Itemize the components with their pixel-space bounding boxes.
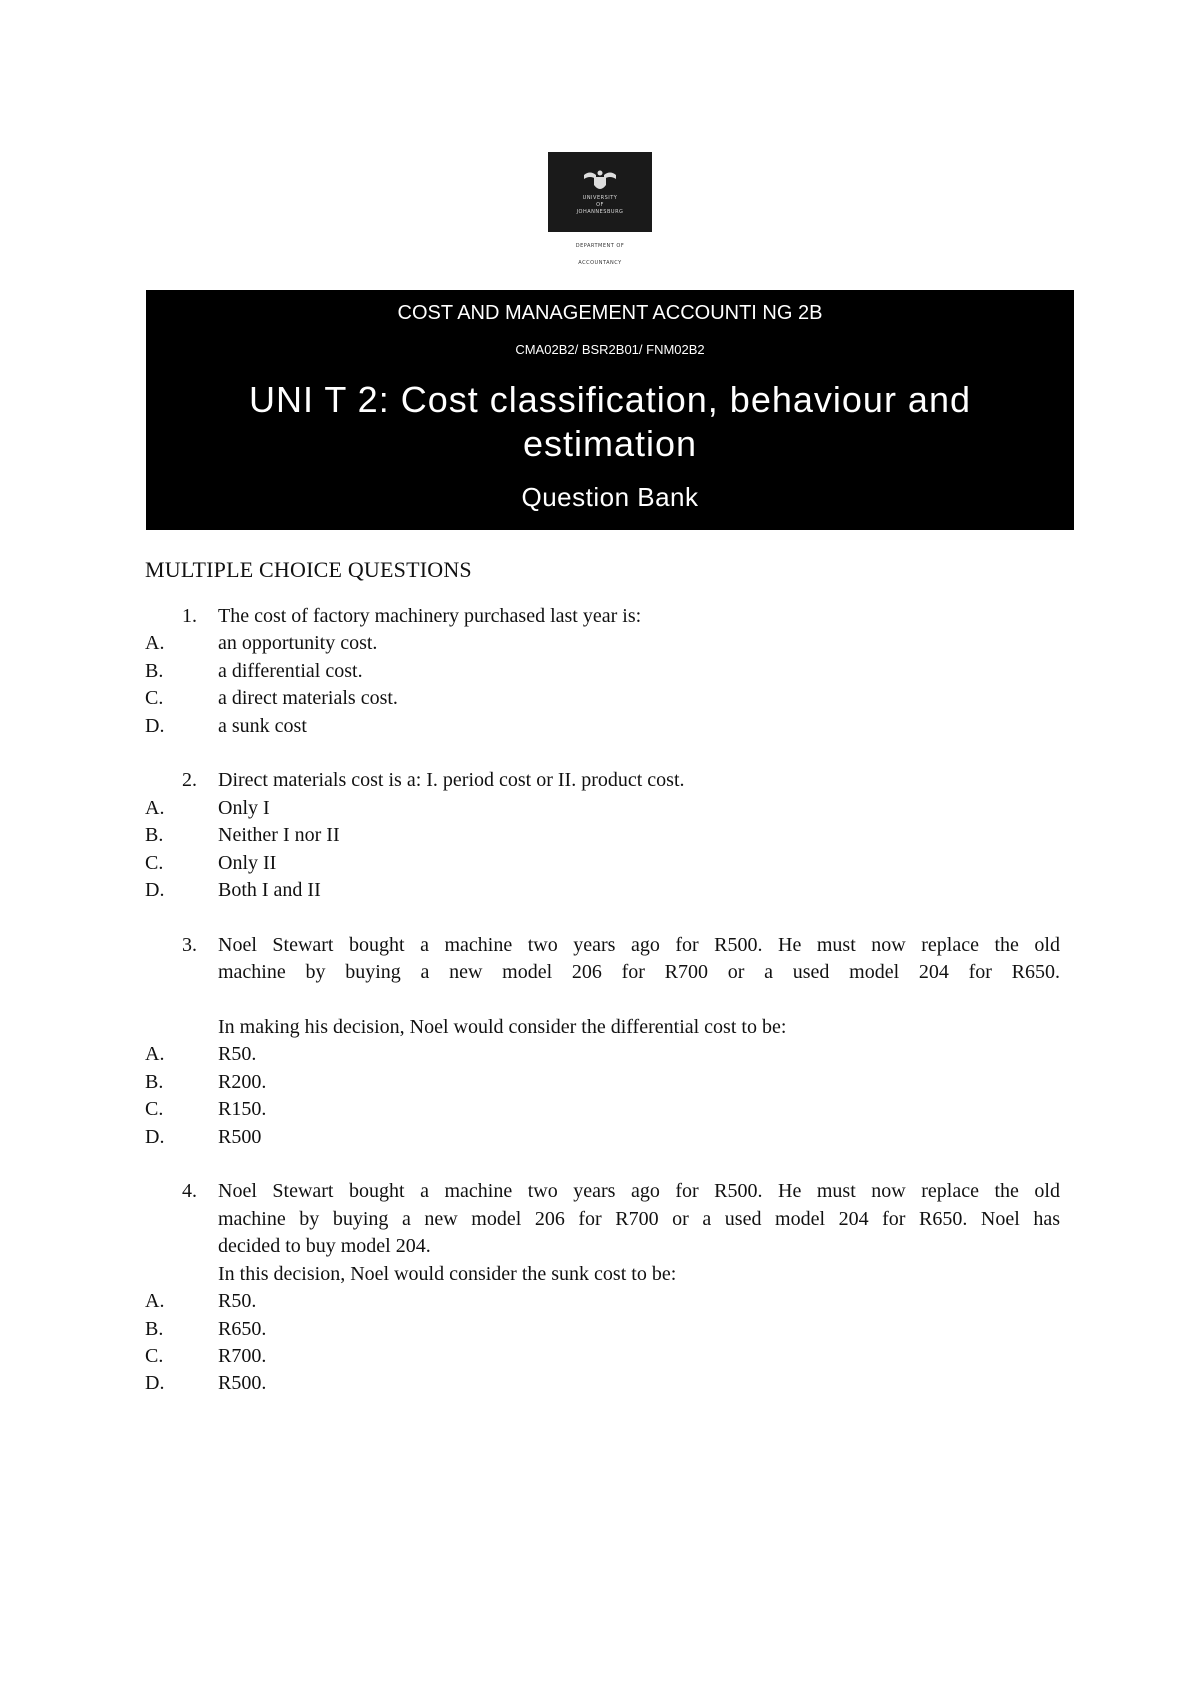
question-4-prompt	[145, 1261, 1060, 1288]
department-line-2: ACCOUNTANCY	[578, 260, 622, 266]
question-4-option-b	[145, 1316, 1060, 1343]
spacer	[145, 1151, 1060, 1178]
option-letter: B.	[145, 1070, 164, 1093]
question-4-option-a	[145, 1288, 1060, 1315]
option-letter: D.	[145, 1125, 165, 1148]
option-letter: B.	[145, 824, 164, 847]
question-number: 3.	[182, 933, 197, 956]
document-subtitle: Question Bank	[521, 482, 699, 512]
question-text-line-3: In making his decision, Noel would consider the differential cost to be:	[218, 1016, 787, 1039]
indent	[145, 1233, 218, 1260]
option-text: R50.	[218, 1043, 257, 1066]
option-letter: A.	[145, 1043, 165, 1066]
question-3-prompt	[145, 1014, 1060, 1041]
question-1-option-b	[145, 658, 1060, 685]
option-letter: A.	[145, 796, 165, 819]
university-logo	[545, 152, 655, 266]
question-2-option-d	[145, 877, 1060, 904]
question-2-stem	[145, 767, 1060, 794]
title-banner	[146, 290, 1074, 530]
question-3-option-a	[145, 1041, 1060, 1068]
indent	[145, 1206, 218, 1233]
option-letter: D.	[145, 1372, 165, 1395]
spacer	[145, 987, 1060, 1014]
question-1-option-a	[145, 630, 1060, 657]
question-list	[145, 603, 1060, 1398]
question-text-line-2: machine by buying a new model 206 for R700 or a used model 204 for R650.	[218, 961, 1060, 984]
option-letter: C.	[145, 1098, 164, 1121]
question-1-option-d	[145, 713, 1060, 740]
option-letter: C.	[145, 851, 164, 874]
option-text: an opportunity cost.	[218, 632, 378, 655]
option-text: R700.	[218, 1344, 267, 1367]
question-text-line-1: Noel Stewart bought a machine two years ago for R500. He must now replace the old	[218, 933, 1060, 956]
option-text: Only I	[218, 796, 270, 819]
logo-box	[548, 152, 652, 232]
option-letter: B.	[145, 659, 164, 682]
question-2-option-b	[145, 822, 1060, 849]
question-text-line-4: In this decision, Noel would consider the sunk cost to be:	[218, 1262, 677, 1285]
question-3-stem-cont	[145, 959, 1060, 986]
question-text: Direct materials cost is a: I. period cost or II. product cost.	[218, 769, 685, 792]
indent	[145, 1014, 218, 1041]
question-number: 4.	[182, 1180, 197, 1203]
option-text: R500	[218, 1125, 262, 1148]
option-letter: C.	[145, 1344, 164, 1367]
question-4-option-d	[145, 1370, 1060, 1397]
question-4-option-c	[145, 1343, 1060, 1370]
question-1-stem	[145, 603, 1060, 630]
question-text-line-1: Noel Stewart bought a machine two years ago for R500. He must now replace the old	[218, 1180, 1060, 1203]
question-text: The cost of factory machinery purchased last year is:	[218, 605, 642, 627]
option-text: R200.	[218, 1070, 267, 1093]
section-heading: MULTIPLE CHOICE QUESTIONS	[145, 557, 472, 582]
question-1-option-c	[145, 685, 1060, 712]
course-codes: CMA02B2/ BSR2B01/ FNM02B2	[515, 342, 705, 357]
question-2-option-a	[145, 795, 1060, 822]
spacer	[145, 740, 1060, 767]
indent	[145, 959, 218, 986]
question-4-stem-cont	[145, 1206, 1060, 1233]
option-text: a differential cost.	[218, 659, 363, 682]
option-letter: B.	[145, 1317, 164, 1340]
unit-title: UNI T 2: Cost classification, behaviour and estimation	[248, 379, 971, 464]
question-text-line-3: decided to buy model 204.	[218, 1235, 431, 1258]
option-text: R50.	[218, 1290, 257, 1313]
question-number: 2.	[182, 769, 197, 792]
question-3-stem	[145, 932, 1060, 959]
course-title: COST AND MANAGEMENT ACCOUNTI NG 2B	[397, 302, 823, 324]
logo-line-1: UNIVERSITY	[582, 194, 618, 201]
question-4-stem-cont-2	[145, 1233, 1060, 1260]
question-3-option-d	[145, 1124, 1060, 1151]
option-letter: C.	[145, 687, 164, 710]
question-number: 1.	[182, 605, 197, 627]
option-text: Neither I nor II	[218, 824, 340, 847]
option-letter: A.	[145, 632, 165, 655]
option-text: R650.	[218, 1317, 267, 1340]
logo-line-2: OF	[596, 201, 604, 208]
university-crest-icon	[580, 169, 620, 195]
logo-line-3: JOHANNESBURG	[576, 208, 624, 215]
department-line-1: DEPARTMENT OF	[575, 243, 625, 249]
question-2-option-c	[145, 850, 1060, 877]
question-text-line-2: machine by buying a new model 206 for R700 or a used model 204 for R650. Noel has	[218, 1207, 1060, 1230]
option-letter: A.	[145, 1290, 165, 1313]
indent	[145, 1261, 218, 1288]
question-4-stem	[145, 1178, 1060, 1205]
question-3-option-c	[145, 1096, 1060, 1123]
option-text: a sunk cost	[218, 714, 307, 737]
question-3-option-b	[145, 1069, 1060, 1096]
spacer	[145, 904, 1060, 931]
option-text: Both I and II	[218, 879, 321, 902]
option-text: R150.	[218, 1098, 267, 1121]
option-text: R500.	[218, 1372, 267, 1395]
option-text: a direct materials cost.	[218, 687, 398, 710]
option-letter: D.	[145, 879, 165, 902]
option-letter: D.	[145, 714, 165, 737]
option-text: Only II	[218, 851, 277, 874]
